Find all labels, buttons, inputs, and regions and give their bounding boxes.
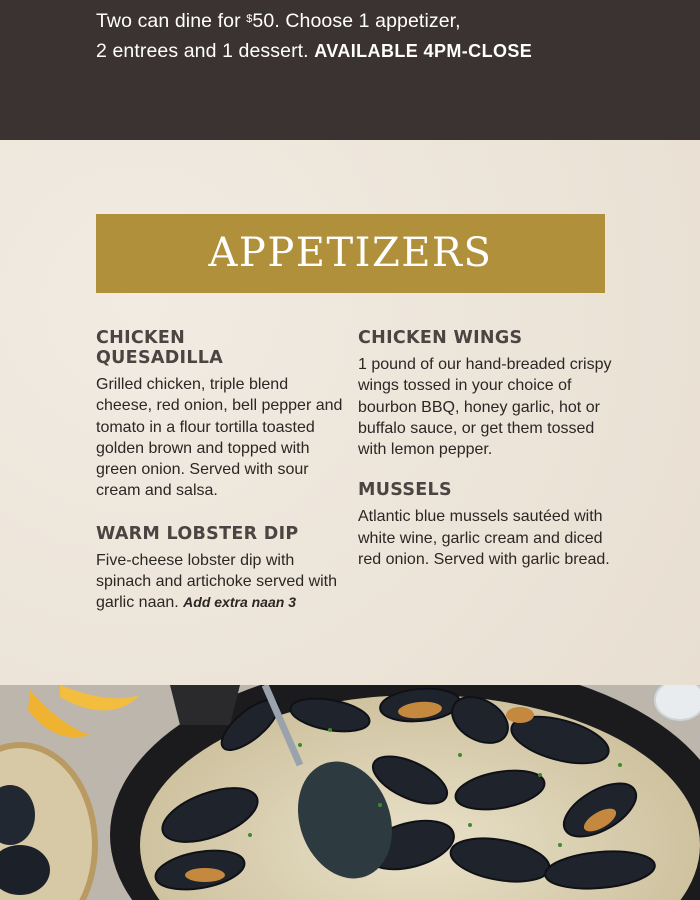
menu-column-left: [96, 328, 346, 634]
menu-column-right: [358, 328, 613, 590]
menu-item-title: WARM LOBSTER DIP: [96, 523, 299, 544]
menu-item-title: CHICKEN WINGS: [358, 328, 523, 348]
section-banner: [96, 214, 605, 293]
section-title: APPETIZERS: [208, 230, 493, 276]
menu-section: [0, 140, 700, 685]
menu-item-description: Five-cheese lobster dip with spinach and artichoke served with garlic naan.: [96, 551, 338, 612]
menu-item-chicken-quesadilla: [96, 328, 346, 502]
menu-item-addon: Add extra naan 3: [183, 594, 296, 611]
price-value: 50: [252, 10, 275, 32]
promo-line2: 2 entrees and 1 dessert.: [96, 40, 309, 62]
menu-item-title: CHICKEN QUESADILLA: [96, 328, 224, 368]
menu-item-description: Grilled chicken, triple blend cheese, red onion, bell pepper and tomato in a flour tortilla toasted golden brown and topped with green onion. Served with sour cream and salsa.: [96, 376, 343, 500]
menu-item-description-wrap: [96, 550, 351, 614]
promo-line1-prefix: Two can dine for: [96, 10, 247, 32]
menu-item-description: 1 pound of our hand-breaded crispy wings tossed in your choice of bourbon BBQ, honey garlic, hot or buffalo sauce, or get them tossed with lemon pepper.: [358, 356, 612, 459]
promo-header: [0, 0, 700, 140]
promo-text: [96, 6, 656, 66]
menu-item-chicken-wings: [358, 328, 613, 460]
mussels-photo: [0, 685, 700, 900]
menu-item-mussels: [358, 480, 613, 570]
menu-item-description: Atlantic blue mussels sautéed with white wine, garlic cream and diced red onion. Served with garlic bread.: [358, 508, 610, 569]
price-symbol: $: [246, 13, 253, 25]
menu-item-title: MUSSELS: [358, 480, 452, 501]
promo-line1-suffix: . Choose 1 appetizer,: [274, 10, 461, 32]
mussels-dish-illustration: [0, 685, 700, 900]
menu-item-warm-lobster-dip: [96, 524, 346, 614]
availability-note: AVAILABLE 4PM-CLOSE: [314, 41, 533, 61]
